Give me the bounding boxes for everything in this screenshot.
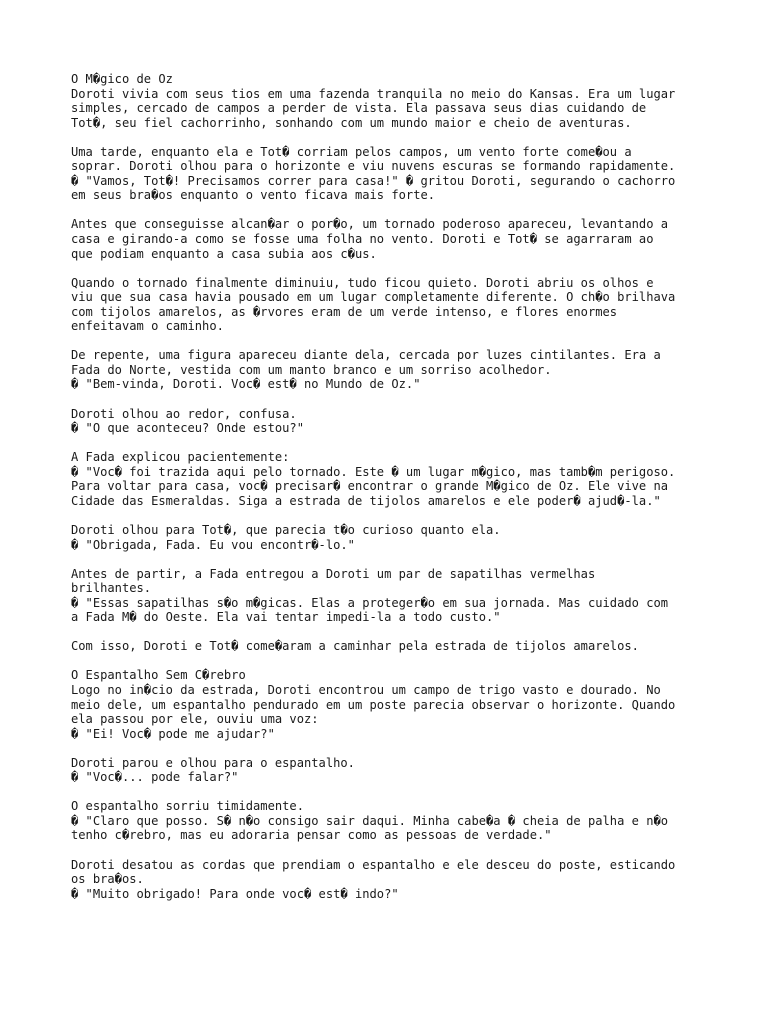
text-line: � "Vamos, Tot�! Precisamos correr para casa!" � gritou Doroti, segurando o cachorro: [71, 173, 676, 188]
text-line: Para voltar para casa, voc� precisar� encontrar o grande M�gico de Oz. Ele vive na: [71, 479, 669, 494]
text-line: a Fada M� do Oeste. Ela vai tentar impedi-la a todo custo.": [71, 610, 501, 625]
text-line: soprar. Doroti olhou para o horizonte e viu nuvens escuras se formando rapidamente.: [71, 159, 676, 174]
text-line: Cidade das Esmeraldas. Siga a estrada de tijolos amarelos e ele poder� ajud�-la.": [71, 493, 661, 508]
text-line: Fada do Norte, vestida com um manto branco e um sorriso acolhedor.: [71, 362, 552, 377]
text-line: Doroti olhou para Tot�, que parecia t�o curioso quanto ela.: [71, 522, 501, 537]
text-line: � "Bem-vinda, Doroti. Voc� est� no Mundo de Oz.": [71, 377, 421, 392]
paragraph: [71, 217, 711, 261]
text-line: Antes de partir, a Fada entregou a Doroti um par de sapatilhas vermelhas: [71, 566, 596, 581]
paragraph: [71, 567, 711, 625]
text-line: O espantalho sorriu timidamente.: [71, 799, 304, 814]
text-line: Logo no in�cio da estrada, Doroti encontrou um campo de trigo vasto e dourado. No: [71, 682, 661, 697]
text-line: Com isso, Doroti e Tot� come�aram a caminhar pela estrada de tijolos amarelos.: [71, 639, 639, 654]
text-line: Doroti vivia com seus tios em uma fazenda tranquila no meio do Kansas. Era um lugar: [71, 86, 676, 101]
text-line: brilhantes.: [71, 581, 152, 596]
text-line: Antes que conseguisse alcan�ar o por�o, um tornado poderoso apareceu, levantando a: [71, 217, 669, 232]
paragraph: [71, 348, 711, 392]
text-line: enfeitavam o caminho.: [71, 319, 224, 334]
paragraph: [71, 639, 711, 654]
paragraph: [71, 145, 711, 203]
text-line: Tot�, seu fiel cachorrinho, sonhando com um mundo maior e cheio de aventuras.: [71, 115, 632, 130]
paragraph: [71, 799, 711, 843]
text-line: tenho c�rebro, mas eu adoraria pensar como as pessoas de verdade.": [71, 828, 552, 843]
text-line: O M�gico de Oz: [71, 72, 173, 86]
text-line: Doroti parou e olhou para o espantalho.: [71, 755, 355, 770]
paragraph: [71, 858, 711, 902]
paragraph: [71, 756, 711, 785]
paragraph: [71, 276, 711, 334]
text-line: � "Ei! Voc� pode me ajudar?": [71, 726, 275, 741]
text-line: Doroti desatou as cordas que prendiam o espantalho e ele desceu do poste, esticando: [71, 857, 676, 872]
paragraph: [71, 72, 711, 130]
paragraph: [71, 407, 711, 436]
text-line: Quando o tornado finalmente diminuiu, tudo ficou quieto. Doroti abriu os olhos e: [71, 275, 654, 290]
text-line: os bra�os.: [71, 872, 144, 887]
text-line: De repente, uma figura apareceu diante dela, cercada por luzes cintilantes. Era a: [71, 348, 661, 363]
text-line: casa e girando-a como se fosse uma folha no vento. Doroti e Tot� se agarraram ao: [71, 232, 654, 247]
document-page: [71, 72, 711, 916]
text-line: � "Muito obrigado! Para onde voc� est� indo?": [71, 886, 399, 901]
text-line: Doroti olhou ao redor, confusa.: [71, 406, 297, 421]
text-line: em seus bra�os enquanto o vento ficava mais forte.: [71, 188, 436, 203]
text-line: meio dele, um espantalho pendurado em um poste parecia observar o horizonte. Quando: [71, 697, 676, 712]
text-line: O Espantalho Sem C�rebro: [71, 668, 246, 683]
text-line: � "Essas sapatilhas s�o m�gicas. Elas a proteger�o em sua jornada. Mas cuidado com: [71, 595, 669, 610]
text-line: � "Voc� foi trazida aqui pelo tornado. Este � um lugar m�gico, mas tamb�m perigoso.: [71, 464, 676, 479]
text-line: � "O que aconteceu? Onde estou?": [71, 421, 304, 436]
paragraph: [71, 450, 711, 508]
text-line: simples, cercado de campos a perder de vista. Ela passava seus dias cuidando de: [71, 101, 647, 116]
paragraph: [71, 523, 711, 552]
text-line: viu que sua casa havia pousado em um lugar completamente diferente. O ch�o brilhava: [71, 290, 676, 305]
text-line: � "Obrigada, Fada. Eu vou encontr�-lo.": [71, 537, 355, 552]
text-line: com tijolos amarelos, as �rvores eram de um verde intenso, e flores enormes: [71, 304, 618, 319]
text-line: � "Voc�... pode falar?": [71, 770, 239, 785]
text-line: � "Claro que posso. S� n�o consigo sair daqui. Minha cabe�a � cheia de palha e n�o: [71, 813, 669, 828]
text-line: Uma tarde, enquanto ela e Tot� corriam pelos campos, um vento forte come�ou a: [71, 144, 632, 159]
text-line: ela passou por ele, ouviu uma voz:: [71, 712, 319, 727]
text-line: que podiam enquanto a casa subia aos c�us.: [71, 246, 377, 261]
text-line: A Fada explicou pacientemente:: [71, 450, 290, 465]
paragraph: [71, 668, 711, 741]
